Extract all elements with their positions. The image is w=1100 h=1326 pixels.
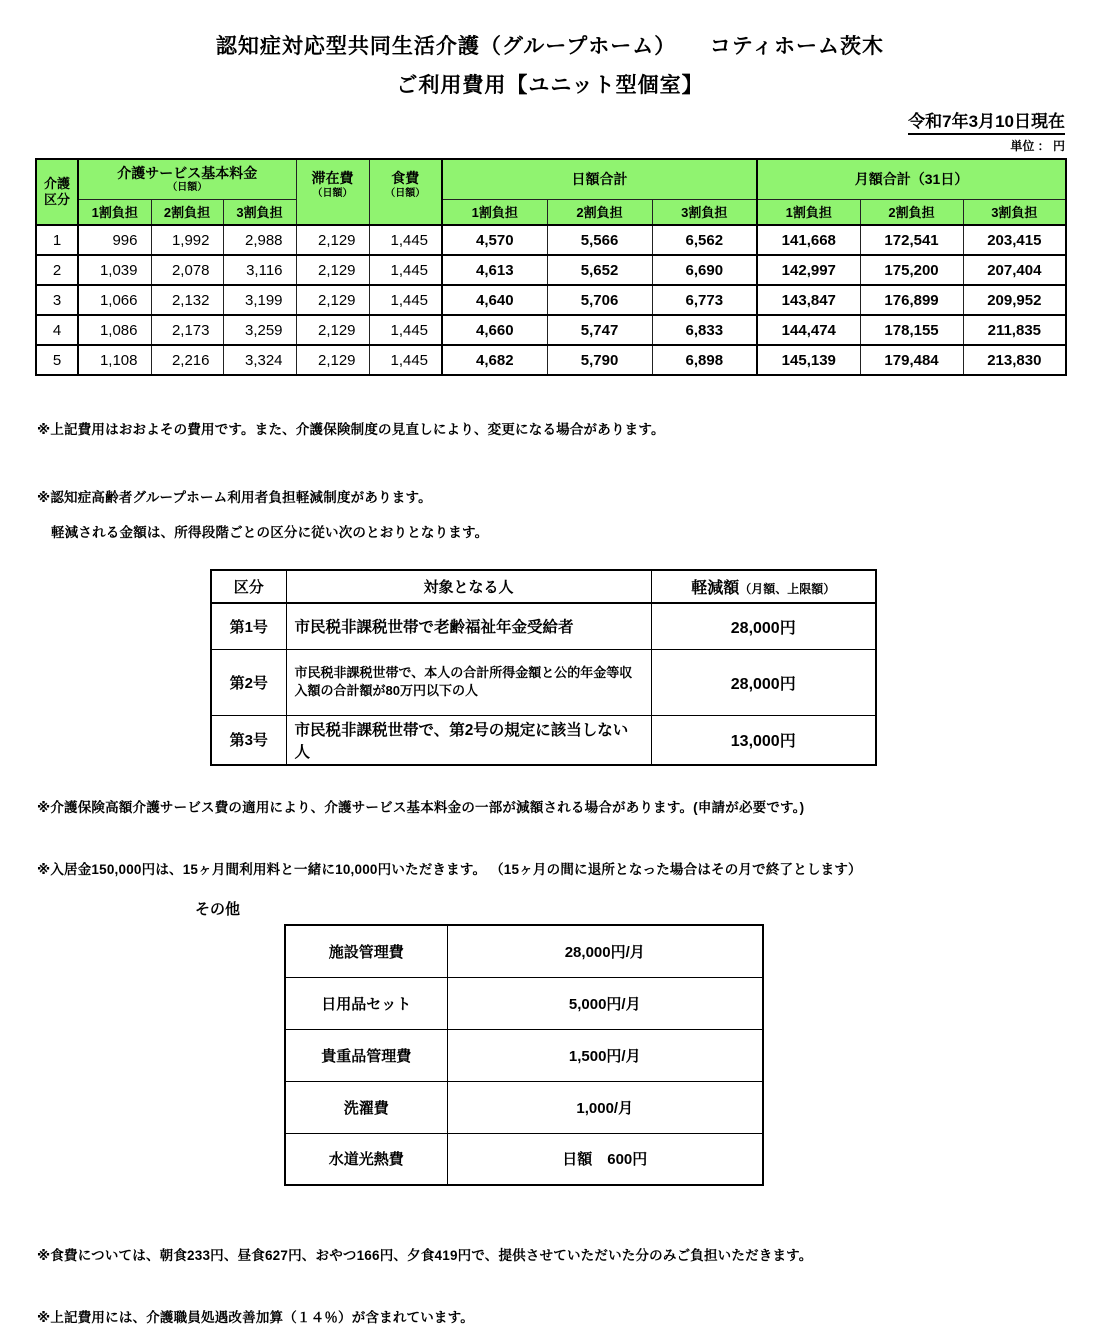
fee-cell: 178,155 [860, 315, 963, 345]
fee-cell: 6,562 [652, 225, 757, 255]
fee-cell: 179,484 [860, 345, 963, 375]
col-reduction-amount-label: 軽減額 [691, 580, 740, 597]
col-meal-fee [369, 159, 442, 225]
note-reduction-program: ※認知症高齢者グループホーム利用者負担軽減制度があります。 [37, 490, 432, 505]
other-fee-name: 日用品セット [285, 977, 447, 1029]
reduction-cell-target: 市民税非課税世帯で、本人の合計所得金額と公的年金等収入額の合計額が80万円以下の人 [286, 649, 651, 715]
note-treatment-improvement: ※上記費用には、介護職員処遇改善加算（１４％）が含まれています。 [37, 1310, 474, 1325]
fee-cell: 3,116 [223, 255, 296, 285]
col-meal-fee-sub: （日額） [385, 187, 426, 199]
fee-cell-level: 2 [36, 255, 78, 285]
fee-table [35, 158, 1067, 376]
fee-cell: 1,445 [369, 225, 442, 255]
fee-cell: 172,541 [860, 225, 963, 255]
other-fee-value: 1,500円/月 [447, 1029, 763, 1081]
other-fees-table [284, 924, 764, 1186]
col-burden-10: 1割負担 [78, 199, 151, 225]
fee-cell: 2,132 [151, 285, 223, 315]
date-row [35, 107, 1065, 135]
fee-cell: 5,747 [547, 315, 652, 345]
fee-cell: 1,039 [78, 255, 151, 285]
fee-cell: 2,129 [296, 225, 369, 255]
fee-cell: 2,129 [296, 315, 369, 345]
other-fee-name: 施設管理費 [285, 925, 447, 977]
reduction-row [211, 715, 876, 765]
fee-cell: 996 [78, 225, 151, 255]
reduction-header-row [211, 570, 876, 603]
col-stay-fee-sub: （日額） [312, 187, 353, 199]
reduction-cell-category: 第1号 [211, 603, 286, 649]
fee-header-row-1 [36, 159, 1066, 199]
fee-cell: 2,129 [296, 345, 369, 375]
fee-cell-level: 4 [36, 315, 78, 345]
fee-row [36, 315, 1066, 345]
fee-cell: 1,066 [78, 285, 151, 315]
other-fee-row [285, 1133, 763, 1185]
fee-cell: 1,445 [369, 255, 442, 285]
fee-cell: 6,690 [652, 255, 757, 285]
reduction-table [210, 569, 877, 766]
fee-cell: 1,086 [78, 315, 151, 345]
col-stay-fee-label: 滞在費 [311, 170, 354, 187]
col-burden-30: 3割負担 [223, 199, 296, 225]
fee-cell: 211,835 [963, 315, 1066, 345]
other-fee-value: 28,000円/月 [447, 925, 763, 977]
fee-cell: 4,682 [442, 345, 547, 375]
fee-cell-level: 5 [36, 345, 78, 375]
fee-cell: 203,415 [963, 225, 1066, 255]
note-meal-costs: ※食費については、朝食233円、昼食627円、おやつ166円、夕食419円で、提供させていただいた分のみご負担いただきます。 [37, 1248, 813, 1263]
other-fees-label: その他 [195, 901, 241, 918]
fee-cell: 2,078 [151, 255, 223, 285]
fee-cell: 143,847 [757, 285, 860, 315]
fee-row [36, 255, 1066, 285]
unit-label: 単位 ： 円 [1010, 139, 1065, 153]
fee-cell: 1,108 [78, 345, 151, 375]
col-daily-total: 日額合計 [442, 159, 757, 199]
other-fee-name: 洗濯費 [285, 1081, 447, 1133]
col-eligible-person: 対象となる人 [286, 570, 651, 603]
col-basic-fee-label: 介護サービス基本料金 [117, 164, 258, 181]
fee-cell-level: 3 [36, 285, 78, 315]
reduction-cell-amount: 28,000円 [651, 649, 876, 715]
reduction-cell-amount: 13,000円 [651, 715, 876, 765]
reduction-table-header [211, 570, 876, 603]
reduction-cell-category: 第2号 [211, 649, 286, 715]
fee-cell: 145,139 [757, 345, 860, 375]
fee-cell: 6,833 [652, 315, 757, 345]
col-reduction-amount-sub: （月額、上限額） [739, 582, 836, 596]
fee-cell: 213,830 [963, 345, 1066, 375]
col-burden-30: 3割負担 [652, 199, 757, 225]
note-move-in-fee: ※入居金150,000円は、15ヶ月間利用料と一緒に10,000円いただきます。 （15ヶ月の間に退所となった場合はその月で終了とします） [37, 862, 862, 877]
fee-cell: 3,259 [223, 315, 296, 345]
other-fee-value: 日額 600円 [447, 1133, 763, 1185]
fee-cell: 1,992 [151, 225, 223, 255]
other-fee-row [285, 1081, 763, 1133]
page-title: 認知症対応型共同生活介護（グループホーム） コティホーム茨木 [215, 35, 885, 58]
fee-cell: 142,997 [757, 255, 860, 285]
fee-cell: 5,566 [547, 225, 652, 255]
col-category: 区分 [211, 570, 286, 603]
fee-header-row-2 [36, 199, 1066, 225]
col-basic-fee [78, 159, 296, 199]
fee-cell: 144,474 [757, 315, 860, 345]
note-approximate-costs: ※上記費用はおおよその費用です。また、介護保険制度の見直しにより、変更になる場合があります。 [37, 422, 665, 437]
fee-cell: 2,216 [151, 345, 223, 375]
fee-table-header [36, 159, 1066, 225]
other-fee-row [285, 925, 763, 977]
note-high-cost-service: ※介護保険高額介護サービス費の適用により、介護サービス基本料金の一部が減額される場合があります。(申請が必要です。) [37, 800, 805, 815]
fee-cell: 209,952 [963, 285, 1066, 315]
fee-cell: 5,706 [547, 285, 652, 315]
as-of-date: 令和7年3月10日現在 [908, 107, 1065, 135]
col-burden-10: 1割負担 [757, 199, 860, 225]
reduction-cell-target: 市民税非課税世帯で、第2号の規定に該当しない人 [286, 715, 651, 765]
reduction-table-body [211, 603, 876, 765]
other-fee-value: 5,000円/月 [447, 977, 763, 1029]
fee-cell: 1,445 [369, 285, 442, 315]
fee-cell: 141,668 [757, 225, 860, 255]
fee-cell: 5,652 [547, 255, 652, 285]
col-care-level: 介護区分 [36, 159, 78, 225]
col-burden-20: 2割負担 [547, 199, 652, 225]
unit-row [35, 137, 1065, 155]
fee-cell: 207,404 [963, 255, 1066, 285]
other-fee-row [285, 977, 763, 1029]
fee-cell: 6,898 [652, 345, 757, 375]
fee-cell: 1,445 [369, 315, 442, 345]
fee-cell: 6,773 [652, 285, 757, 315]
other-fee-name: 貴重品管理費 [285, 1029, 447, 1081]
reduction-cell-target: 市民税非課税世帯で老齢福祉年金受給者 [286, 603, 651, 649]
fee-cell: 2,129 [296, 285, 369, 315]
fee-cell: 4,613 [442, 255, 547, 285]
col-basic-fee-sub: （日額） [167, 181, 208, 193]
reduction-cell-category: 第3号 [211, 715, 286, 765]
col-monthly-total: 月額合計（31日） [757, 159, 1066, 199]
other-fee-value: 1,000/月 [447, 1081, 763, 1133]
page-subtitle: ご利用費用【ユニット型個室】 [396, 74, 704, 97]
col-reduction-amount [651, 570, 876, 603]
fee-row [36, 225, 1066, 255]
fee-cell: 4,660 [442, 315, 547, 345]
fee-cell: 1,445 [369, 345, 442, 375]
col-meal-fee-label: 食費 [391, 170, 420, 187]
fee-cell: 175,200 [860, 255, 963, 285]
fee-cell: 2,129 [296, 255, 369, 285]
other-fee-name: 水道光熱費 [285, 1133, 447, 1185]
col-burden-10: 1割負担 [442, 199, 547, 225]
note-reduction-detail: 軽減される金額は、所得段階ごとの区分に従い次のとおりとなります。 [51, 525, 489, 540]
other-fees-body [285, 925, 763, 1185]
reduction-row [211, 649, 876, 715]
fee-row [36, 345, 1066, 375]
fee-cell: 2,173 [151, 315, 223, 345]
fee-cell: 2,988 [223, 225, 296, 255]
fee-cell: 4,640 [442, 285, 547, 315]
fee-cell: 3,324 [223, 345, 296, 375]
reduction-cell-amount: 28,000円 [651, 603, 876, 649]
other-fee-row [285, 1029, 763, 1081]
col-burden-30: 3割負担 [963, 199, 1066, 225]
fee-cell: 4,570 [442, 225, 547, 255]
fee-row [36, 285, 1066, 315]
fee-cell-level: 1 [36, 225, 78, 255]
fee-cell: 176,899 [860, 285, 963, 315]
col-stay-fee [296, 159, 369, 225]
fee-table-body [36, 225, 1066, 375]
col-burden-20: 2割負担 [860, 199, 963, 225]
fee-cell: 5,790 [547, 345, 652, 375]
reduction-row [211, 603, 876, 649]
fee-cell: 3,199 [223, 285, 296, 315]
col-burden-20: 2割負担 [151, 199, 223, 225]
